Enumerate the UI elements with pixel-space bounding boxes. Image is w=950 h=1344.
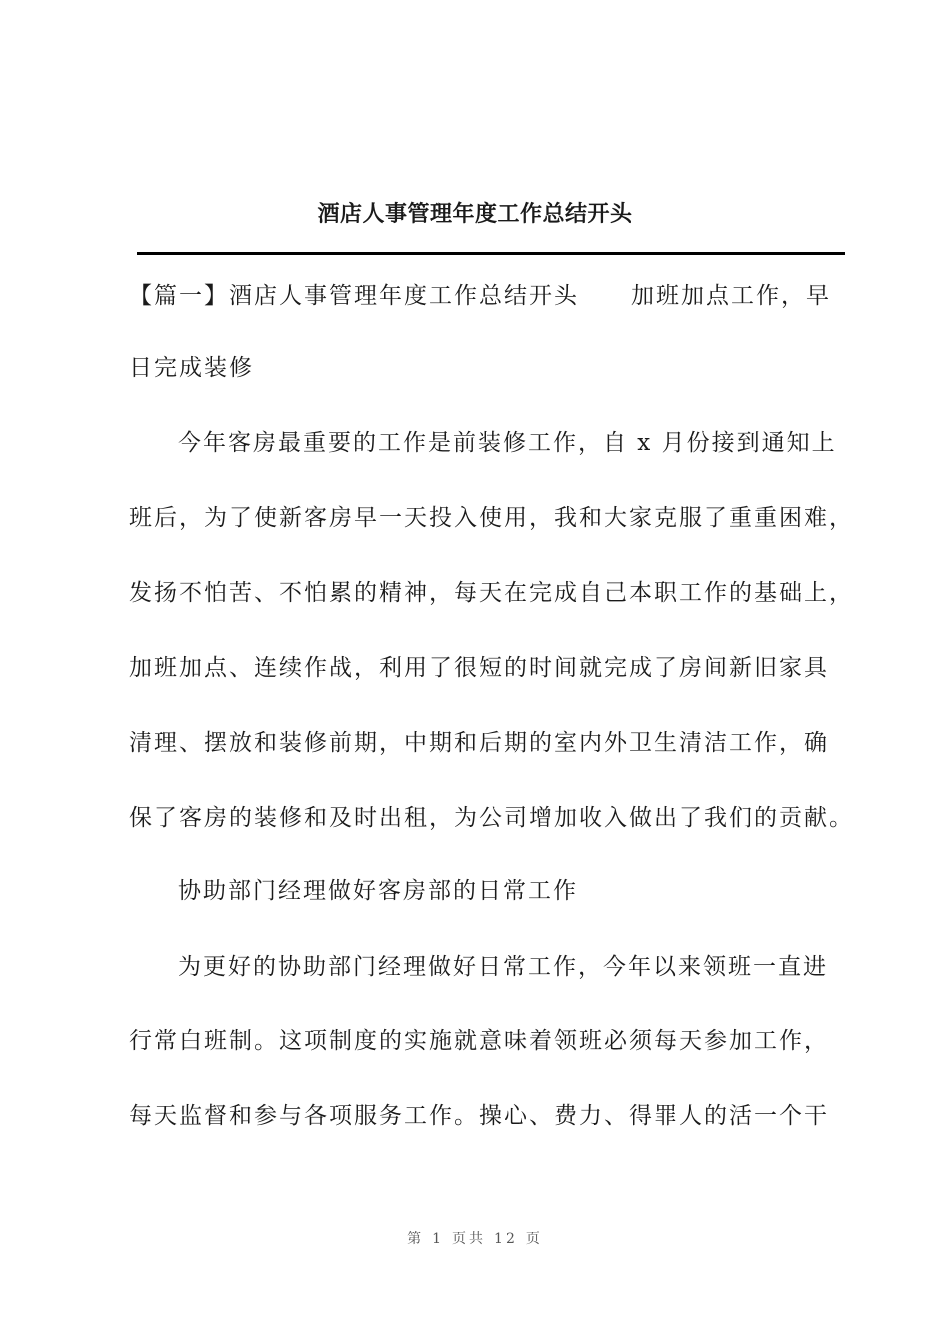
footer-suffix: 页: [525, 1231, 543, 1247]
body-line-2: 日完成装修: [129, 355, 254, 381]
section-heading: 【篇一】酒店人事管理年度工作总结开头: [129, 283, 579, 309]
document-title: 酒店人事管理年度工作总结开头: [317, 201, 633, 227]
footer-page-number: 1: [432, 1231, 445, 1247]
body-line-6: 加班加点、连续作战，利用了很短的时间就完成了房间新旧家具: [129, 655, 829, 681]
body-line-4: 班后，为了使新客房早一天投入使用，我和大家克服了重重困难，: [129, 505, 854, 531]
body-line-3: 今年客房最重要的工作是前装修工作，自 x 月份接到通知上: [178, 430, 837, 456]
body-line-5: 发扬不怕苦、不怕累的精神，每天在完成自己本职工作的基础上，: [129, 580, 854, 606]
footer-total-pages: 12: [494, 1231, 518, 1247]
body-line-12: 每天监督和参与各项服务工作。操心、费力、得罪人的活一个干: [129, 1103, 829, 1129]
body-line-8: 保了客房的装修和及时出租，为公司增加收入做出了我们的贡献。: [129, 805, 854, 831]
footer-prefix: 第: [407, 1231, 425, 1247]
footer-middle: 页共: [452, 1231, 487, 1247]
title-divider: [137, 252, 845, 255]
body-line-9: 协助部门经理做好客房部的日常工作: [178, 878, 578, 904]
body-line-1: [129, 280, 831, 312]
body-line-7: 清理、摆放和装修前期，中期和后期的室内外卫生清洁工作，确: [129, 730, 829, 756]
body-line-10: 为更好的协助部门经理做好日常工作，今年以来领班一直进: [178, 954, 828, 980]
subsection-heading: 加班加点工作，早: [631, 283, 831, 309]
body-line-11: 行常白班制。这项制度的实施就意味着领班必须每天参加工作，: [129, 1028, 829, 1054]
page-footer: [0, 1228, 950, 1250]
